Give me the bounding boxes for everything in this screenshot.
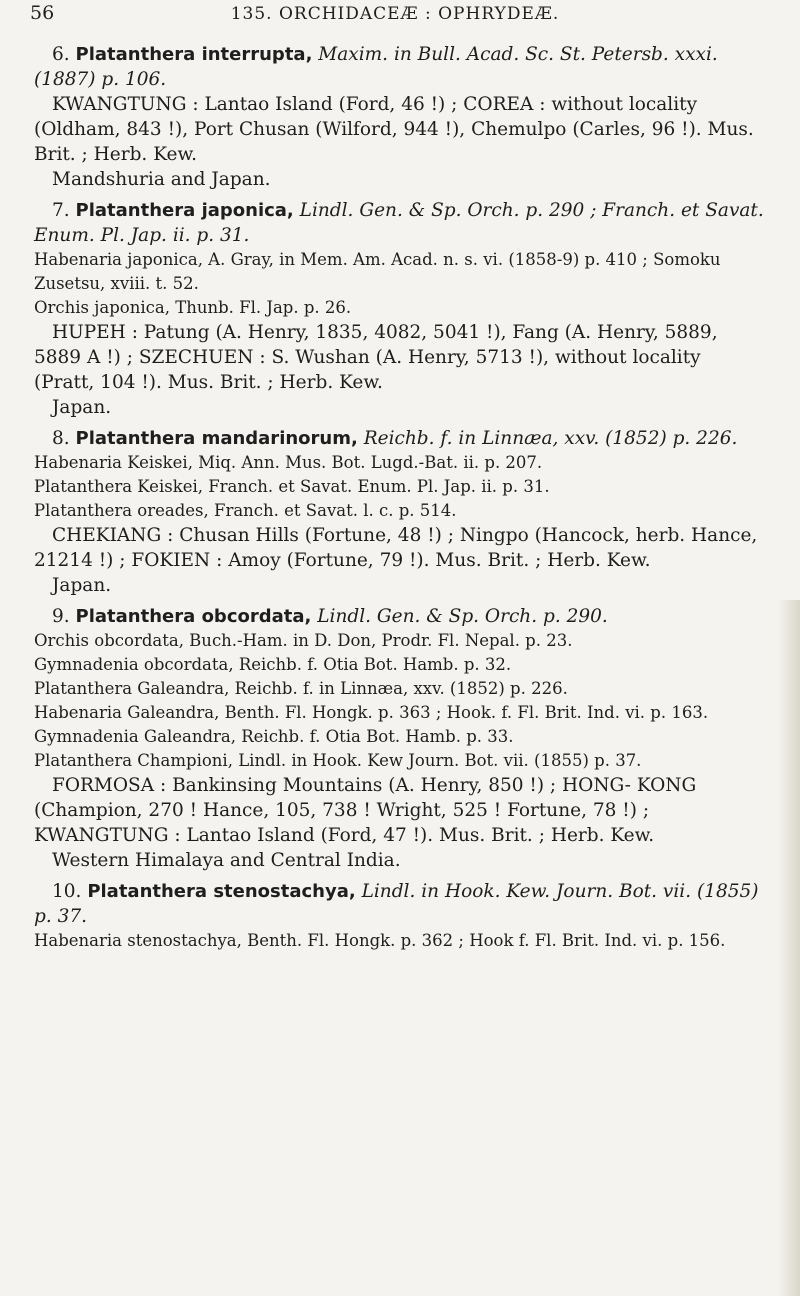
locality-line: (Carles, 96 !). Mus. Brit. ; Herb. Kew. bbox=[34, 119, 754, 165]
synonym: Orchis obcordata, Buch.-Ham. in D. Don, Prodr. Fl. Nepal. p. 23. bbox=[34, 631, 573, 650]
synonym: Platanthera oreades, Franch. et Savat. l. c. p. 514. bbox=[34, 501, 457, 520]
page-body bbox=[34, 42, 764, 959]
locality bbox=[34, 92, 764, 167]
entry-number: 7. bbox=[52, 200, 70, 221]
species: mandarinorum, bbox=[201, 428, 358, 449]
locality-line: locality (Pratt, 104 !). Mus. Brit. ; Herb. Kew. bbox=[34, 347, 701, 393]
species-entry bbox=[34, 426, 764, 598]
locality bbox=[34, 773, 764, 848]
author: Maxim. bbox=[318, 44, 389, 65]
citation: Gen. & Sp. Orch. p. 290. bbox=[376, 606, 608, 627]
locality-line: locality (Oldham, 843 !), Port Chusan (Wilford, 944 !), Chemulpo bbox=[34, 94, 698, 140]
locality-line: KONG (Champion, 270 ! Hance, 105, 738 ! Wright, 525 ! Fortune, bbox=[34, 775, 697, 821]
citation: in Hook. Kew. Journ. Bot. vii. (1855) p. 37. bbox=[34, 881, 759, 927]
genus: Platanthera bbox=[87, 881, 208, 902]
entry-heading bbox=[34, 879, 764, 929]
locality-line: 78 !) ; KWANGTUNG : Lantao Island (Ford, 47 !). Mus. Brit. ; bbox=[34, 800, 650, 846]
author: Lindl. bbox=[361, 881, 416, 902]
running-title: 135. ORCHIDACEÆ : OPHRYDEÆ. bbox=[230, 4, 560, 24]
citation: in Bull. Acad. Sc. St. Petersb. xxxi. (1887) p. 106. bbox=[34, 44, 718, 90]
genus: Platanthera bbox=[75, 200, 196, 221]
species: japonica, bbox=[201, 200, 294, 221]
synonym: Gymnadenia obcordata, Reichb. f. Otia Bot. Hamb. p. 32. bbox=[34, 655, 512, 674]
distribution: Western Himalaya and Central India. bbox=[52, 850, 401, 871]
distribution: Japan. bbox=[52, 397, 112, 418]
synonym: Habenaria Keiskei, Miq. Ann. Mus. Bot. Lugd.-Bat. ii. p. 207. bbox=[34, 453, 543, 472]
genus: Platanthera bbox=[75, 606, 196, 627]
genus: Platanthera bbox=[75, 428, 196, 449]
synonym: Gymnadenia Galeandra, Reichb. f. Otia Bot. Hamb. p. 33. bbox=[34, 727, 514, 746]
entry-heading bbox=[34, 198, 764, 248]
locality-line: 5889, 5889 A !) ; SZECHUEN : S. Wushan (A. Henry, 5713 !), without bbox=[34, 322, 718, 368]
species: stenostachya, bbox=[213, 881, 356, 902]
entry-name bbox=[76, 44, 313, 65]
species: interrupta, bbox=[201, 44, 313, 65]
locality-line: herb. Hance, 21214 !) ; FOKIEN : Amoy (Fortune, 79 !). Mus. bbox=[34, 525, 758, 571]
citation: Gen. & Sp. Orch. p. 290 ; Franch. et Savat. Enum. Pl. Jap. ii. p. 31. bbox=[34, 200, 764, 246]
synonym: Platanthera Galeandra, Reichb. f. in Linnæa, xxv. (1852) p. 226. bbox=[34, 679, 568, 698]
distribution: Mandshuria and Japan. bbox=[52, 169, 271, 190]
entry-number: 10. bbox=[52, 881, 82, 902]
distribution: Japan. bbox=[52, 575, 112, 596]
species-entry bbox=[34, 604, 764, 873]
synonym: Platanthera Championi, Lindl. in Hook. Kew Journ. Bot. vii. (1855) p. 37. bbox=[34, 751, 642, 770]
locality-line: HUPEH : Patung (A. Henry, 1835, 4082, 5041 !), Fang (A. Henry, bbox=[52, 322, 659, 343]
citation: in Linnæa, xxv. (1852) p. 226. bbox=[458, 428, 738, 449]
synonym: Habenaria Galeandra, Benth. Fl. Hongk. p. 363 ; Hook. f. Fl. Brit. Ind. vi. p. 163. bbox=[34, 703, 709, 722]
entry-heading bbox=[34, 426, 764, 451]
entry-name bbox=[76, 428, 358, 449]
locality bbox=[34, 523, 764, 573]
locality bbox=[34, 320, 764, 395]
synonym: Platanthera Keiskei, Franch. et Savat. Enum. Pl. Jap. ii. p. 31. bbox=[34, 477, 550, 496]
entry-name bbox=[76, 606, 312, 627]
genus: Platanthera bbox=[75, 44, 196, 65]
page-number: 56 bbox=[30, 2, 55, 24]
synonym: Habenaria japonica, A. Gray, in Mem. Am. Acad. n. s. vi. (1858-9) p. 410 ; Somoku Zusetsu, xviii. t. 52. bbox=[34, 250, 721, 293]
locality-line: Brit. ; Herb. Kew. bbox=[487, 550, 651, 571]
entry-name bbox=[76, 200, 294, 221]
page-edge-shading bbox=[778, 600, 800, 1296]
species-entry bbox=[34, 879, 764, 953]
entry-number: 9. bbox=[52, 606, 70, 627]
species-entry bbox=[34, 198, 764, 420]
entry-heading bbox=[34, 42, 764, 92]
locality-line: Herb. Kew. bbox=[550, 825, 655, 846]
species: obcordata, bbox=[201, 606, 312, 627]
author: Lindl. bbox=[317, 606, 372, 627]
locality-line: FORMOSA : Bankinsing Mountains (A. Henry, 850 !) ; HONG- bbox=[52, 775, 631, 796]
synonym: Orchis japonica, Thunb. Fl. Jap. p. 26. bbox=[34, 298, 352, 317]
entry-name bbox=[87, 881, 355, 902]
locality-line: CHEKIANG : Chusan Hills (Fortune, 48 !) ; Ningpo (Hancock, bbox=[52, 525, 630, 546]
entry-number: 6. bbox=[52, 44, 70, 65]
entry-heading bbox=[34, 604, 764, 629]
author: Lindl. bbox=[299, 200, 354, 221]
page-header bbox=[30, 2, 760, 32]
species-entry bbox=[34, 42, 764, 192]
locality-line: KWANGTUNG : Lantao Island (Ford, 46 !) ; COREA : without bbox=[52, 94, 623, 115]
synonym: Habenaria stenostachya, Benth. Fl. Hongk. p. 362 ; Hook f. Fl. Brit. Ind. vi. p. 156. bbox=[34, 931, 726, 950]
entry-number: 8. bbox=[52, 428, 70, 449]
author: Reichb. f. bbox=[363, 428, 453, 449]
